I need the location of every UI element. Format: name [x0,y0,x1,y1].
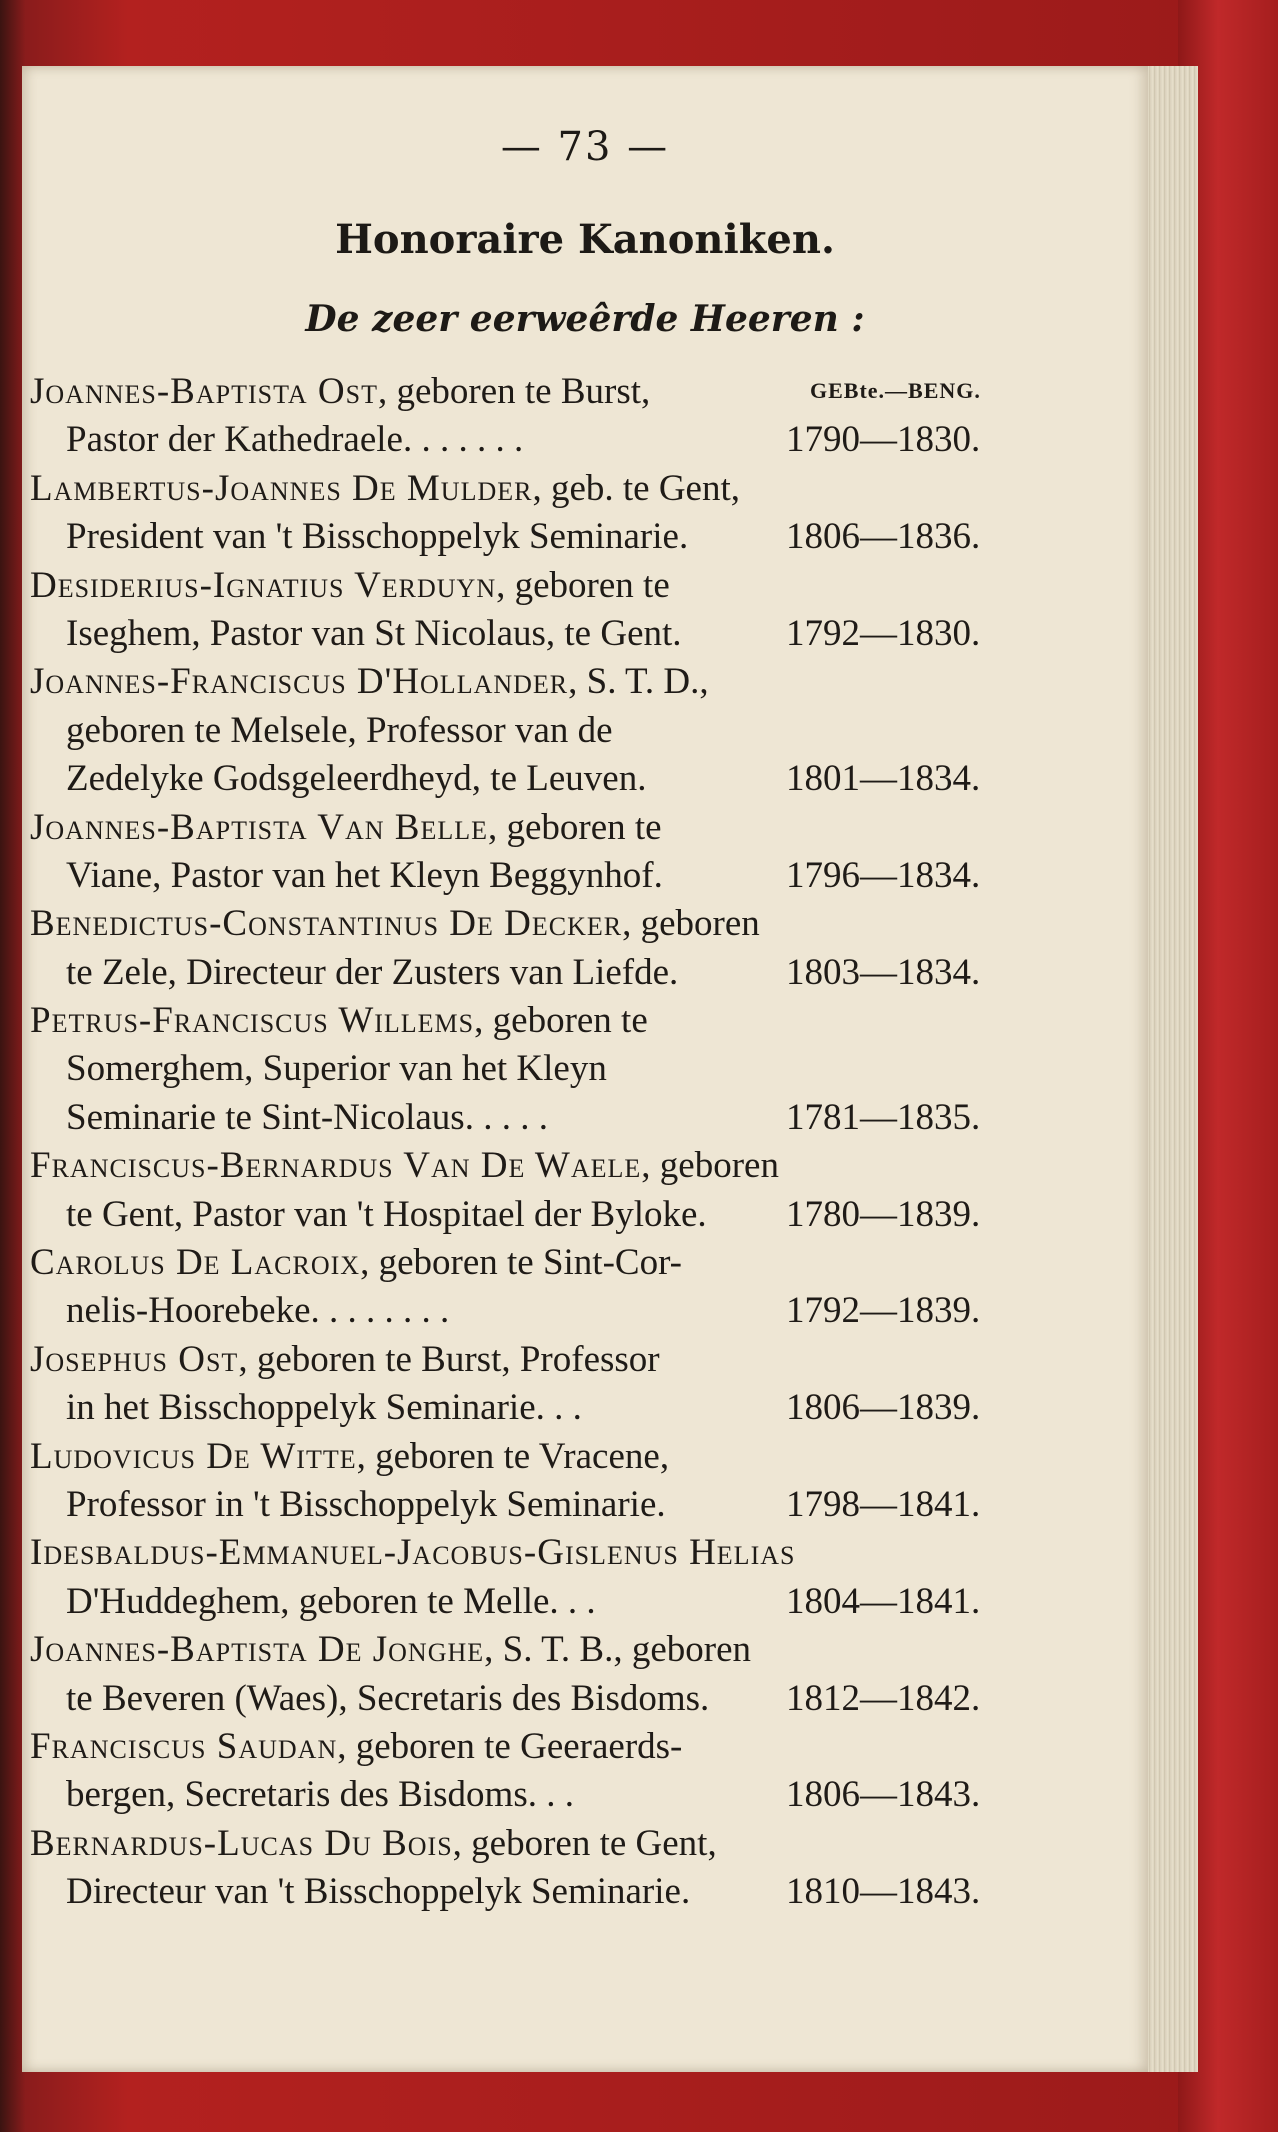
entry-line [22,898,1148,946]
entry-line [22,1673,1148,1721]
canon-description: Somerghem, Superior van het Kleyn [66,1048,607,1090]
canon-description: bergen, Secretaris des Bisdoms. . . [66,1774,574,1816]
entry-line [22,705,1148,753]
canon-name-line [30,1628,751,1671]
canon-name: Joannes-Franciscus D'Hollander [30,661,569,703]
canon-description: D'Huddeghem, geboren te Melle. . . [66,1580,596,1622]
entry-line [22,511,1148,559]
canon-description: te Gent, Pastor van 't Hospitael der Byloke. [66,1193,707,1235]
canon-name-line [30,902,760,945]
years-range: 1790—1830. [786,419,981,461]
canon-description: Zedelyke Godsgeleerdheyd, te Leuven. [66,758,647,800]
years-range: 1803—1834. [786,951,981,993]
years-range: 1806—1843. [786,1774,981,1816]
canon-description: Seminarie te Sint-Nicolaus. . . . . [66,1096,548,1138]
canon-name: Franciscus-Bernardus Van De Waele [30,1145,642,1187]
entry-line [22,608,1148,656]
canon-description: , geboren te [487,806,662,848]
canon-description: Pastor der Kathedraele. . . . . . . [66,419,524,461]
canon-name-line [30,370,650,413]
canon-name: Idesbaldus-Emmanuel-Jacobus-Gislenus Helias [30,1532,796,1574]
entry-line [22,1189,1148,1237]
canon-name-line [30,1144,779,1187]
page-number: — 73 — [500,124,670,170]
canon-name: Franciscus Saudan [30,1725,338,1767]
entry-line [22,1527,1148,1575]
canon-name-line [30,1338,660,1381]
canon-name: Joannes-Baptista Ost [30,371,378,412]
entry-line [22,947,1148,995]
years-column-header: GEBte.—BENG. [810,378,981,403]
canon-description: , S. T. D., [568,661,709,703]
years-range: 1796—1834. [786,854,981,896]
entry-line [22,1140,1148,1188]
canon-name: Petrus-Franciscus Willems [30,1000,475,1042]
entry-line [22,1721,1148,1769]
canon-description: Professor in 't Bisschoppelyk Seminarie. [66,1483,666,1525]
canon-name: Joannes-Baptista Van Belle [30,806,488,848]
page-edges [1140,66,1198,2072]
canon-description: geboren te Melsele, Professor van de [66,709,613,751]
canon-name-line [30,1435,669,1478]
canon-name: Desiderius-Ignatius Verduyn [30,564,497,606]
book-page [22,66,1148,2072]
entry-line [22,1237,1148,1285]
entry-line [22,560,1148,608]
canon-name-line [30,1822,717,1865]
entry-line [22,1334,1148,1382]
years-range: 1798—1841. [786,1483,981,1525]
canon-name-line [30,999,648,1042]
entry-line [22,1285,1148,1333]
years-range: 1781—1835. [786,1096,981,1138]
entry-line [22,1769,1148,1817]
canon-description: te Beveren (Waes), Secretaris des Bisdoms. [66,1677,710,1719]
years-range: 1780—1839. [786,1193,981,1235]
entry-line [22,366,1148,414]
subheading: De zeer eerweêrde Heeren : [305,298,865,340]
years-range: 1810—1843. [786,1871,981,1913]
canon-description: , geboren te Burst, Professor [238,1338,660,1380]
canon-description: , geboren [641,1145,779,1187]
canon-name: Josephus Ost [30,1338,239,1380]
entry-line [22,1866,1148,1914]
canon-description: President van 't Bisschoppelyk Seminarie. [66,516,689,558]
entry-line [22,656,1148,704]
canon-description: , S. T. B., geboren [484,1629,752,1671]
canon-description: , geboren te Gent, [452,1822,717,1864]
canon-name: Bernardus-Lucas Du Bois [30,1822,453,1864]
canon-description: , geboren te Burst, [377,371,651,412]
years-range: 1806—1839. [786,1387,981,1429]
entry-line [22,802,1148,850]
canon-description: , geboren te [496,564,670,606]
entry-list [22,366,1148,1915]
canon-description: in het Bisschoppelyk Seminarie. . . [66,1387,582,1429]
entry-line [22,1624,1148,1672]
canon-description: Directeur van 't Bisschoppelyk Seminarie. [66,1871,691,1913]
years-range: 1792—1839. [786,1290,981,1332]
canon-description: , geboren te Vracene, [356,1435,670,1477]
entry-line [22,1479,1148,1527]
canon-description: Viane, Pastor van het Kleyn Beggynhof. [66,854,663,896]
canon-name-line [30,1241,682,1284]
canon-name: Carolus De Lacroix [30,1242,361,1284]
canon-name: Ludovicus De Witte [30,1435,357,1477]
canon-description: , geb. te Gent, [532,467,740,509]
entry-line [22,850,1148,898]
entry-line [22,995,1148,1043]
canon-description: te Zele, Directeur der Zusters van Liefde. [66,951,679,993]
years-range: 1806—1836. [786,516,981,558]
years-range: 1801—1834. [786,758,981,800]
canon-name: Joannes-Baptista De Jonghe [30,1629,485,1671]
entry-line [22,1043,1148,1091]
canon-name-line [30,467,740,510]
canon-name: Lambertus-Joannes De Mulder [30,467,533,509]
canon-name: Benedictus-Constantinus De Decker [30,903,623,945]
section-heading: Honoraire Kanoniken. [335,216,835,263]
canon-name-line [30,806,662,849]
entry-line [22,1818,1148,1866]
canon-description: nelis-Hoorebeke. . . . . . . . [66,1290,450,1332]
canon-description: , geboren te Sint-Cor- [360,1242,682,1284]
years-range: 1812—1842. [786,1677,981,1719]
entry-line [22,1092,1148,1140]
entry-line [22,1576,1148,1624]
canon-name-line [30,1531,795,1574]
years-range: 1792—1830. [786,612,981,654]
entry-line [22,1431,1148,1479]
canon-description: , geboren te [474,1000,648,1042]
entry-line [22,753,1148,801]
canon-description: , geboren [622,903,760,945]
entry-line [22,463,1148,511]
canon-name-line [30,564,670,607]
entry-line [22,414,1148,462]
canon-name-line [30,1725,682,1768]
years-range: 1804—1841. [786,1580,981,1622]
canon-name-line [30,660,709,703]
entry-line [22,1382,1148,1430]
canon-description: , geboren te Geeraerds- [337,1725,683,1767]
canon-description: Iseghem, Pastor van St Nicolaus, te Gent. [66,612,682,654]
